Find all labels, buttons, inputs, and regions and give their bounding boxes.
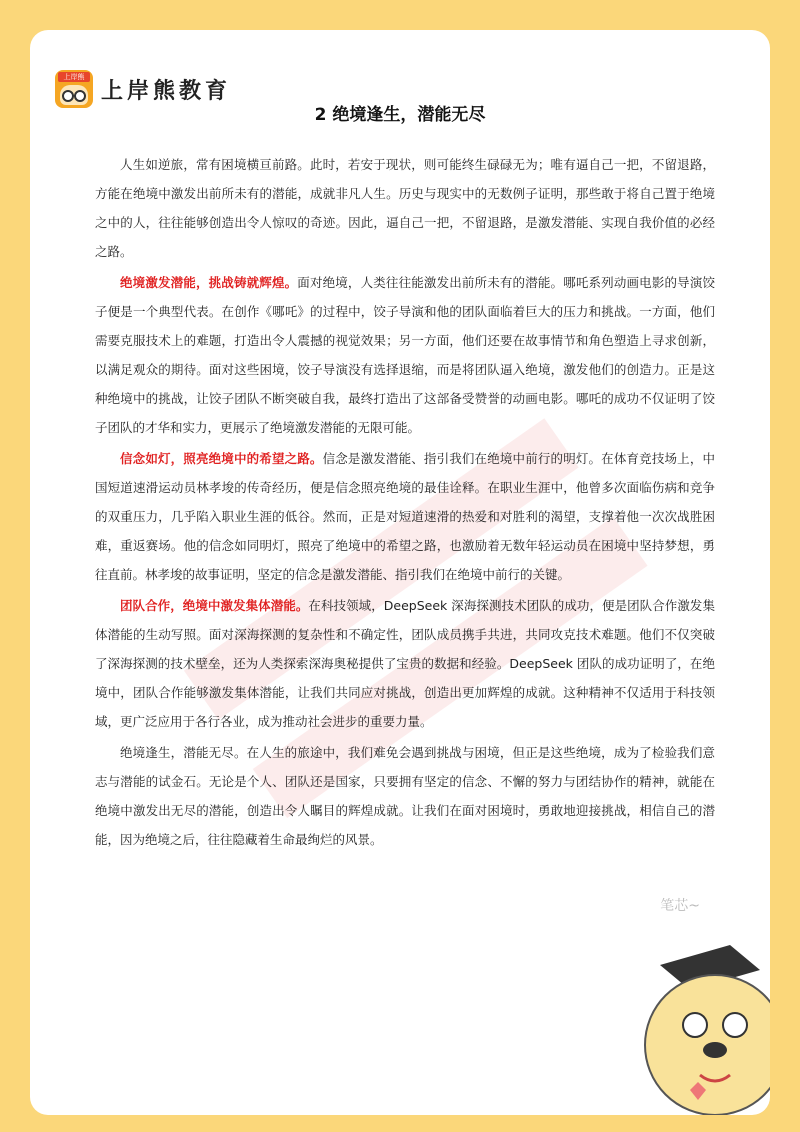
bear-mascot-icon: [620, 925, 770, 1115]
section-heading: 团队合作，绝境中激发集体潜能。: [120, 598, 309, 613]
paragraph-3: 信念如灯，照亮绝境中的希望之路。信念是激发潜能、指引我们在绝境中前行的明灯。在体育竞技场上，中国短道速滑运动员林孝埈的传奇经历，便是信念照亮绝境的最佳诠释。在职业生涯中，他曾多次面临伤病和竞争的双重压力，几乎陷入职业生涯的低谷。然而，正是对短道速滑的热爱和对胜利的渴望，支撑着他一次次战胜困难，重返赛场。他的信念如同明灯，照亮了绝境中的希望之路，也激励着无数年轻运动员在困境中坚持梦想，勇往直前。林孝埈的故事证明，坚定的信念是激发潜能、指引我们在绝境中前行的关键。: [95, 451, 715, 582]
paragraph-4: 团队合作，绝境中激发集体潜能。在科技领域，DeepSeek 深海探测技术团队的成功，便是团队合作激发集体潜能的生动写照。面对深海探测的复杂性和不确定性，团队成员携手共进，共同攻克技术难题。他们不仅突破了深海探测的技术壁垒，还为人类探索深海奥秘提供了宝贵的数据和经验。DeepSeek 团队的成功证明了，在绝境中，团队合作能够激发集体潜能，让我们共同应对挑战，创造出更加辉煌的成就。这种精神不仅适用于科技领域，更广泛应用于各行各业，成为推动社会进步的重要力量。: [95, 598, 715, 729]
document-page: [30, 30, 770, 1115]
mascot-caption: 笔芯~: [660, 898, 700, 914]
section-heading: 绝境激发潜能，挑战铸就辉煌。: [120, 275, 298, 290]
section-heading: 信念如灯，照亮绝境中的希望之路。: [120, 451, 323, 466]
paragraph-5: 绝境逢生，潜能无尽。在人生的旅途中，我们难免会遇到挑战与困境，但正是这些绝境，成为了检验我们意志与潜能的试金石。无论是个人、团队还是国家，只要拥有坚定的信念、不懈的努力与团结协作的精神，就能在绝境中激发出无尽的潜能，创造出令人瞩目的辉煌成就。让我们在面对困境时，勇敢地迎接挑战，相信自己的潜能，因为绝境之后，往往隐藏着生命最绚烂的风景。: [95, 745, 715, 847]
article-body: [95, 150, 715, 856]
brand-name: 上岸熊教育: [101, 78, 232, 104]
paragraph-1: 人生如逆旅，常有困境横亘前路。此时，若安于现状，则可能终生碌碌无为；唯有逼自己一把，不留退路，方能在绝境中激发出前所未有的潜能，成就非凡人生。历史与现实中的无数例子证明，那些敢于将自己置于绝境之中的人，往往能够创造出令人惊叹的奇迹。因此，逼自己一把，不留退路，是激发潜能、实现自我价值的必经之路。: [95, 157, 715, 259]
logo-badge-text: 上岸熊: [58, 72, 90, 82]
paragraph-2: 绝境激发潜能，挑战铸就辉煌。面对绝境，人类往往能激发出前所未有的潜能。哪吒系列动画电影的导演饺子便是一个典型代表。在创作《哪吒》的过程中，饺子导演和他的团队面临着巨大的压力和挑战。一方面，他们需要克服技术上的难题，打造出令人震撼的视觉效果；另一方面，他们还要在故事情节和角色塑造上寻求创新，以满足观众的期待。面对这些困境，饺子导演没有选择退缩，而是将团队逼入绝境，激发他们的创造力。正是这种绝境中的挑战，让饺子团队不断突破自我，最终打造出了这部备受赞誉的动画电影。哪吒的成功不仅证明了饺子团队的才华和实力，更展示了绝境激发潜能的无限可能。: [95, 275, 715, 435]
page-title: 2 绝境逢生，潜能无尽: [314, 105, 486, 125]
